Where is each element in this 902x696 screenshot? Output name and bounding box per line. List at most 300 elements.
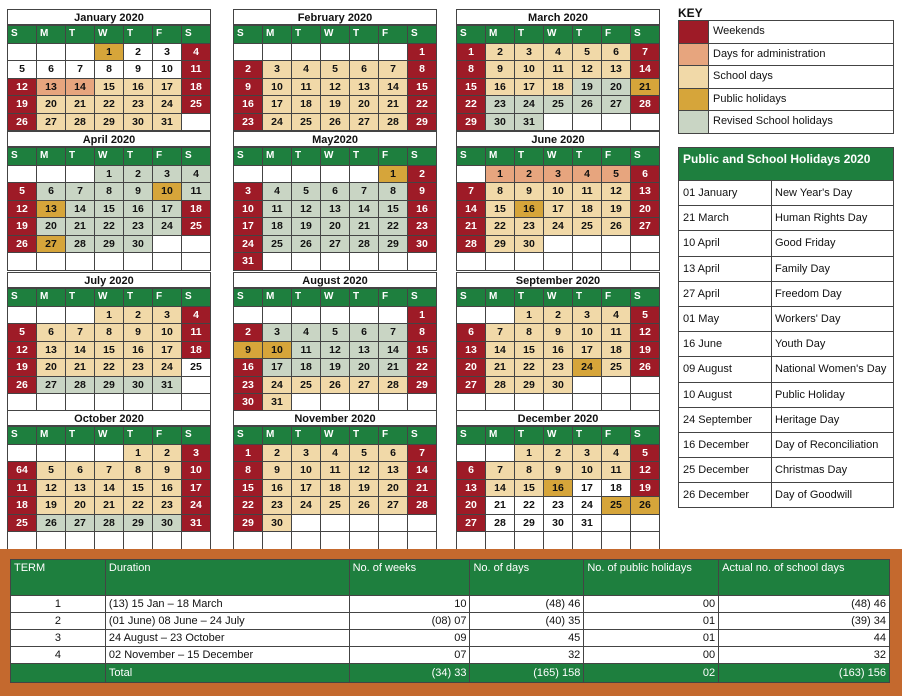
empty-day-cell bbox=[292, 166, 321, 184]
weekday-header: S bbox=[234, 289, 263, 307]
day-cell: 16 bbox=[234, 96, 263, 114]
term-cell: 2 bbox=[11, 613, 106, 630]
day-cell: 24 bbox=[515, 96, 544, 114]
day-cell: 4 bbox=[292, 61, 321, 79]
day-cell: 25 bbox=[292, 114, 321, 132]
day-cell: 7 bbox=[631, 44, 660, 62]
weekday-header: F bbox=[379, 427, 408, 445]
day-cell: 27 bbox=[37, 236, 66, 254]
holiday-row bbox=[679, 205, 893, 230]
empty-day-cell bbox=[350, 307, 379, 325]
holiday-name: Day of Reconciliation bbox=[775, 438, 879, 451]
day-cell: 17 bbox=[263, 359, 292, 377]
weekday-header: F bbox=[379, 26, 408, 44]
day-cell: 17 bbox=[573, 342, 602, 360]
day-cell: 29 bbox=[379, 236, 408, 254]
day-cell: 8 bbox=[408, 324, 437, 342]
day-cell: 30 bbox=[263, 515, 292, 533]
day-cell: 14 bbox=[66, 79, 95, 97]
day-cell: 3 bbox=[263, 61, 292, 79]
empty-day-cell bbox=[292, 532, 321, 550]
day-cell: 13 bbox=[66, 480, 95, 498]
day-cell: 19 bbox=[321, 96, 350, 114]
empty-day-cell bbox=[182, 377, 211, 395]
key-swatch bbox=[679, 89, 709, 111]
day-cell: 10 bbox=[263, 342, 292, 360]
day-cell: 10 bbox=[292, 462, 321, 480]
term-cell: 00 bbox=[584, 647, 719, 664]
day-cell: 1 bbox=[515, 307, 544, 325]
day-cell: 27 bbox=[379, 497, 408, 515]
empty-day-cell bbox=[66, 307, 95, 325]
day-cell: 28 bbox=[457, 236, 486, 254]
day-cell: 12 bbox=[321, 79, 350, 97]
day-cell: 27 bbox=[631, 218, 660, 236]
holiday-row bbox=[679, 482, 893, 507]
day-cell: 26 bbox=[37, 515, 66, 533]
weekday-header: M bbox=[486, 427, 515, 445]
day-cell: 15 bbox=[515, 480, 544, 498]
day-cell: 13 bbox=[37, 201, 66, 219]
day-cell: 14 bbox=[350, 201, 379, 219]
weekday-header: M bbox=[263, 289, 292, 307]
empty-day-cell bbox=[66, 532, 95, 550]
empty-day-cell bbox=[8, 394, 37, 412]
terms-total-cell: 02 bbox=[584, 664, 719, 683]
holiday-name: Freedom Day bbox=[775, 287, 842, 300]
empty-day-cell bbox=[573, 253, 602, 271]
day-cell: 4 bbox=[182, 166, 211, 184]
day-cell: 14 bbox=[95, 480, 124, 498]
empty-day-cell bbox=[321, 515, 350, 533]
day-cell: 30 bbox=[124, 236, 153, 254]
day-cell: 24 bbox=[263, 377, 292, 395]
day-cell: 13 bbox=[379, 462, 408, 480]
day-cell: 15 bbox=[379, 201, 408, 219]
holiday-name: New Year's Day bbox=[775, 187, 853, 199]
day-cell: 20 bbox=[350, 96, 379, 114]
day-cell: 12 bbox=[602, 183, 631, 201]
day-cell: 31 bbox=[153, 377, 182, 395]
day-cell: 28 bbox=[486, 377, 515, 395]
day-cell: 15 bbox=[234, 480, 263, 498]
day-cell: 10 bbox=[182, 462, 211, 480]
day-cell: 22 bbox=[486, 218, 515, 236]
weekday-header: S bbox=[631, 427, 660, 445]
day-cell: 25 bbox=[292, 377, 321, 395]
empty-day-cell bbox=[379, 44, 408, 62]
empty-day-cell bbox=[263, 166, 292, 184]
day-cell: 7 bbox=[66, 183, 95, 201]
terms-total-row bbox=[11, 664, 890, 683]
holiday-date: 25 December bbox=[679, 458, 772, 482]
weekday-header: F bbox=[153, 148, 182, 166]
day-cell: 8 bbox=[124, 462, 153, 480]
empty-day-cell bbox=[153, 532, 182, 550]
day-cell: 11 bbox=[182, 324, 211, 342]
month-grid bbox=[456, 288, 660, 412]
holidays-title: Public and School Holidays 2020 bbox=[679, 148, 893, 180]
empty-day-cell bbox=[486, 445, 515, 463]
empty-day-cell bbox=[8, 253, 37, 271]
holiday-row bbox=[679, 331, 893, 356]
terms-header-cell: TERM bbox=[11, 560, 106, 596]
day-cell: 20 bbox=[457, 497, 486, 515]
day-cell: 7 bbox=[350, 183, 379, 201]
holiday-row bbox=[679, 407, 893, 432]
empty-day-cell bbox=[321, 394, 350, 412]
holiday-name: Family Day bbox=[775, 262, 831, 275]
day-cell: 17 bbox=[182, 480, 211, 498]
weekday-header: F bbox=[602, 26, 631, 44]
holiday-date: 27 April bbox=[679, 282, 772, 306]
empty-day-cell bbox=[95, 394, 124, 412]
day-cell: 6 bbox=[457, 324, 486, 342]
day-cell: 28 bbox=[379, 377, 408, 395]
empty-day-cell bbox=[37, 44, 66, 62]
empty-day-cell bbox=[457, 394, 486, 412]
empty-day-cell bbox=[234, 532, 263, 550]
terms-total-cell: (34) 33 bbox=[349, 664, 470, 683]
day-cell: 28 bbox=[486, 515, 515, 533]
empty-day-cell bbox=[631, 114, 660, 132]
day-cell: 6 bbox=[66, 462, 95, 480]
day-cell: 11 bbox=[544, 61, 573, 79]
day-cell: 11 bbox=[8, 480, 37, 498]
day-cell: 14 bbox=[379, 79, 408, 97]
weekday-header: W bbox=[321, 26, 350, 44]
day-cell: 3 bbox=[573, 307, 602, 325]
weekday-header: S bbox=[234, 26, 263, 44]
weekday-header: W bbox=[95, 289, 124, 307]
day-cell: 24 bbox=[153, 218, 182, 236]
month-title: February 2020 bbox=[233, 9, 437, 25]
terms-header-row bbox=[11, 560, 890, 596]
empty-day-cell bbox=[95, 532, 124, 550]
day-cell: 31 bbox=[263, 394, 292, 412]
day-cell: 16 bbox=[124, 79, 153, 97]
empty-day-cell bbox=[515, 253, 544, 271]
day-cell: 12 bbox=[37, 480, 66, 498]
day-cell: 24 bbox=[292, 497, 321, 515]
day-cell: 26 bbox=[350, 497, 379, 515]
day-cell: 25 bbox=[182, 359, 211, 377]
weekday-header: T bbox=[292, 26, 321, 44]
weekday-header: T bbox=[66, 26, 95, 44]
day-cell: 17 bbox=[515, 79, 544, 97]
weekday-header: S bbox=[457, 289, 486, 307]
day-cell: 30 bbox=[486, 114, 515, 132]
day-cell: 1 bbox=[379, 166, 408, 184]
day-cell: 8 bbox=[486, 183, 515, 201]
holiday-date: 26 December bbox=[679, 483, 772, 507]
day-cell: 1 bbox=[124, 445, 153, 463]
term-cell: 4 bbox=[11, 647, 106, 664]
empty-day-cell bbox=[486, 307, 515, 325]
day-cell: 8 bbox=[95, 61, 124, 79]
month-calendar bbox=[7, 272, 211, 406]
day-cell: 17 bbox=[263, 96, 292, 114]
empty-day-cell bbox=[379, 394, 408, 412]
holiday-row bbox=[679, 230, 893, 255]
holiday-name: Day of Goodwill bbox=[775, 489, 853, 502]
day-cell: 10 bbox=[573, 462, 602, 480]
term-cell: 02 November – 15 December bbox=[105, 647, 349, 664]
day-cell: 8 bbox=[379, 183, 408, 201]
day-cell: 23 bbox=[124, 96, 153, 114]
day-cell: 19 bbox=[631, 480, 660, 498]
day-cell: 19 bbox=[350, 480, 379, 498]
day-cell: 29 bbox=[515, 377, 544, 395]
month-calendar bbox=[456, 9, 660, 143]
day-cell: 3 bbox=[544, 166, 573, 184]
empty-day-cell bbox=[234, 166, 263, 184]
day-cell: 5 bbox=[321, 61, 350, 79]
day-cell: 2 bbox=[153, 445, 182, 463]
holiday-row bbox=[679, 457, 893, 482]
day-cell: 6 bbox=[37, 61, 66, 79]
empty-day-cell bbox=[263, 253, 292, 271]
empty-day-cell bbox=[263, 44, 292, 62]
day-cell: 5 bbox=[37, 462, 66, 480]
day-cell: 15 bbox=[95, 79, 124, 97]
empty-day-cell bbox=[234, 44, 263, 62]
day-cell: 7 bbox=[95, 462, 124, 480]
empty-day-cell bbox=[573, 236, 602, 254]
day-cell: 5 bbox=[573, 44, 602, 62]
empty-day-cell bbox=[124, 394, 153, 412]
holiday-row bbox=[679, 382, 893, 407]
day-cell: 12 bbox=[292, 201, 321, 219]
day-cell: 12 bbox=[631, 324, 660, 342]
empty-day-cell bbox=[153, 236, 182, 254]
day-cell: 7 bbox=[457, 183, 486, 201]
day-cell: 22 bbox=[457, 96, 486, 114]
day-cell: 27 bbox=[457, 377, 486, 395]
weekday-header: F bbox=[379, 148, 408, 166]
day-cell: 27 bbox=[350, 114, 379, 132]
day-cell: 16 bbox=[544, 480, 573, 498]
day-cell: 10 bbox=[515, 61, 544, 79]
weekday-header: F bbox=[602, 427, 631, 445]
empty-day-cell bbox=[631, 394, 660, 412]
day-cell: 13 bbox=[350, 79, 379, 97]
day-cell: 20 bbox=[379, 480, 408, 498]
day-cell: 29 bbox=[95, 114, 124, 132]
month-calendar bbox=[7, 131, 211, 265]
holiday-date: 16 December bbox=[679, 433, 772, 457]
holiday-row bbox=[679, 306, 893, 331]
weekday-header: S bbox=[234, 148, 263, 166]
weekday-header: T bbox=[515, 148, 544, 166]
term-cell: (39) 34 bbox=[719, 613, 890, 630]
day-cell: 17 bbox=[544, 201, 573, 219]
empty-day-cell bbox=[573, 377, 602, 395]
day-cell: 29 bbox=[515, 515, 544, 533]
day-cell: 23 bbox=[153, 497, 182, 515]
month-grid bbox=[233, 288, 437, 412]
empty-day-cell bbox=[182, 394, 211, 412]
day-cell: 16 bbox=[263, 480, 292, 498]
day-cell: 29 bbox=[124, 515, 153, 533]
day-cell: 19 bbox=[573, 79, 602, 97]
day-cell: 28 bbox=[631, 96, 660, 114]
weekday-header: F bbox=[602, 148, 631, 166]
empty-day-cell bbox=[602, 394, 631, 412]
day-cell: 27 bbox=[37, 377, 66, 395]
day-cell: 20 bbox=[66, 497, 95, 515]
term-row bbox=[11, 596, 890, 613]
weekday-header: W bbox=[544, 26, 573, 44]
day-cell: 20 bbox=[602, 79, 631, 97]
day-cell: 6 bbox=[602, 44, 631, 62]
day-cell: 23 bbox=[515, 218, 544, 236]
day-cell: 13 bbox=[457, 342, 486, 360]
day-cell: 8 bbox=[457, 61, 486, 79]
day-cell: 24 bbox=[182, 497, 211, 515]
day-cell: 23 bbox=[544, 359, 573, 377]
key-label: School days bbox=[713, 70, 773, 82]
day-cell: 6 bbox=[631, 166, 660, 184]
key-label: Public holidays bbox=[713, 92, 787, 105]
day-cell: 9 bbox=[263, 462, 292, 480]
day-cell: 17 bbox=[153, 342, 182, 360]
term-cell: 01 bbox=[584, 613, 719, 630]
day-cell: 9 bbox=[544, 324, 573, 342]
day-cell: 11 bbox=[182, 183, 211, 201]
holiday-row bbox=[679, 256, 893, 281]
empty-day-cell bbox=[37, 532, 66, 550]
day-cell: 21 bbox=[379, 359, 408, 377]
holiday-date: 16 June bbox=[679, 332, 772, 356]
day-cell: 13 bbox=[37, 79, 66, 97]
day-cell: 10 bbox=[153, 183, 182, 201]
weekday-header: M bbox=[263, 26, 292, 44]
weekday-header: T bbox=[515, 26, 544, 44]
weekday-header: S bbox=[408, 148, 437, 166]
empty-day-cell bbox=[321, 532, 350, 550]
terms-total-cell bbox=[11, 664, 106, 683]
day-cell: 2 bbox=[408, 166, 437, 184]
day-cell: 5 bbox=[602, 166, 631, 184]
day-cell: 10 bbox=[544, 183, 573, 201]
month-grid bbox=[233, 25, 437, 149]
day-cell: 23 bbox=[263, 497, 292, 515]
day-cell: 24 bbox=[153, 359, 182, 377]
day-cell: 18 bbox=[321, 480, 350, 498]
day-cell: 7 bbox=[486, 462, 515, 480]
empty-day-cell bbox=[263, 532, 292, 550]
day-cell: 3 bbox=[292, 445, 321, 463]
empty-day-cell bbox=[602, 515, 631, 533]
day-cell: 5 bbox=[8, 183, 37, 201]
holiday-date: 24 September bbox=[679, 408, 772, 432]
day-cell: 22 bbox=[379, 218, 408, 236]
month-grid bbox=[7, 25, 211, 149]
day-cell: 29 bbox=[408, 377, 437, 395]
day-cell: 9 bbox=[408, 183, 437, 201]
weekday-header: W bbox=[544, 289, 573, 307]
day-cell: 4 bbox=[321, 445, 350, 463]
empty-day-cell bbox=[321, 166, 350, 184]
day-cell: 13 bbox=[457, 480, 486, 498]
day-cell: 9 bbox=[124, 324, 153, 342]
day-cell: 1 bbox=[408, 307, 437, 325]
empty-day-cell bbox=[573, 114, 602, 132]
day-cell: 19 bbox=[631, 342, 660, 360]
day-cell: 15 bbox=[95, 342, 124, 360]
day-cell: 27 bbox=[602, 96, 631, 114]
day-cell: 21 bbox=[631, 79, 660, 97]
day-cell: 18 bbox=[182, 201, 211, 219]
empty-day-cell bbox=[8, 166, 37, 184]
day-cell: 10 bbox=[573, 324, 602, 342]
day-cell: 13 bbox=[37, 342, 66, 360]
day-cell: 15 bbox=[408, 342, 437, 360]
day-cell: 16 bbox=[153, 480, 182, 498]
day-cell: 27 bbox=[350, 377, 379, 395]
day-cell: 21 bbox=[379, 96, 408, 114]
term-cell: (13) 15 Jan – 18 March bbox=[105, 596, 349, 613]
day-cell: 21 bbox=[486, 497, 515, 515]
day-cell: 14 bbox=[408, 462, 437, 480]
day-cell: 8 bbox=[95, 183, 124, 201]
terms-total-cell: (163) 156 bbox=[719, 664, 890, 683]
day-cell: 2 bbox=[234, 61, 263, 79]
day-cell: 25 bbox=[263, 236, 292, 254]
holiday-date: 13 April bbox=[679, 257, 772, 281]
holidays-table bbox=[678, 147, 894, 508]
day-cell: 6 bbox=[321, 183, 350, 201]
weekday-header: T bbox=[515, 427, 544, 445]
day-cell: 22 bbox=[95, 96, 124, 114]
weekday-header: S bbox=[457, 26, 486, 44]
key-swatch bbox=[679, 21, 709, 43]
day-cell: 12 bbox=[8, 201, 37, 219]
empty-day-cell bbox=[66, 394, 95, 412]
day-cell: 3 bbox=[234, 183, 263, 201]
weekday-header: F bbox=[153, 427, 182, 445]
holiday-row bbox=[679, 432, 893, 457]
day-cell: 16 bbox=[544, 342, 573, 360]
day-cell: 8 bbox=[95, 324, 124, 342]
terms-header-cell: No. of public holidays bbox=[584, 560, 719, 596]
day-cell: 20 bbox=[37, 218, 66, 236]
term-cell: 32 bbox=[470, 647, 584, 664]
weekday-header: T bbox=[124, 148, 153, 166]
weekday-header: M bbox=[37, 427, 66, 445]
day-cell: 9 bbox=[544, 462, 573, 480]
weekday-header: F bbox=[153, 289, 182, 307]
day-cell: 18 bbox=[573, 201, 602, 219]
day-cell: 25 bbox=[544, 96, 573, 114]
day-cell: 12 bbox=[321, 342, 350, 360]
day-cell: 6 bbox=[37, 183, 66, 201]
weekday-header: T bbox=[124, 289, 153, 307]
empty-day-cell bbox=[379, 515, 408, 533]
day-cell: 31 bbox=[153, 114, 182, 132]
day-cell: 4 bbox=[544, 44, 573, 62]
day-cell: 22 bbox=[408, 96, 437, 114]
day-cell: 14 bbox=[486, 480, 515, 498]
empty-day-cell bbox=[573, 394, 602, 412]
day-cell: 18 bbox=[182, 79, 211, 97]
day-cell: 21 bbox=[95, 497, 124, 515]
day-cell: 4 bbox=[602, 307, 631, 325]
key-legend bbox=[678, 6, 894, 134]
key-label: Revised School holidays bbox=[713, 115, 833, 127]
month-grid bbox=[456, 147, 660, 271]
